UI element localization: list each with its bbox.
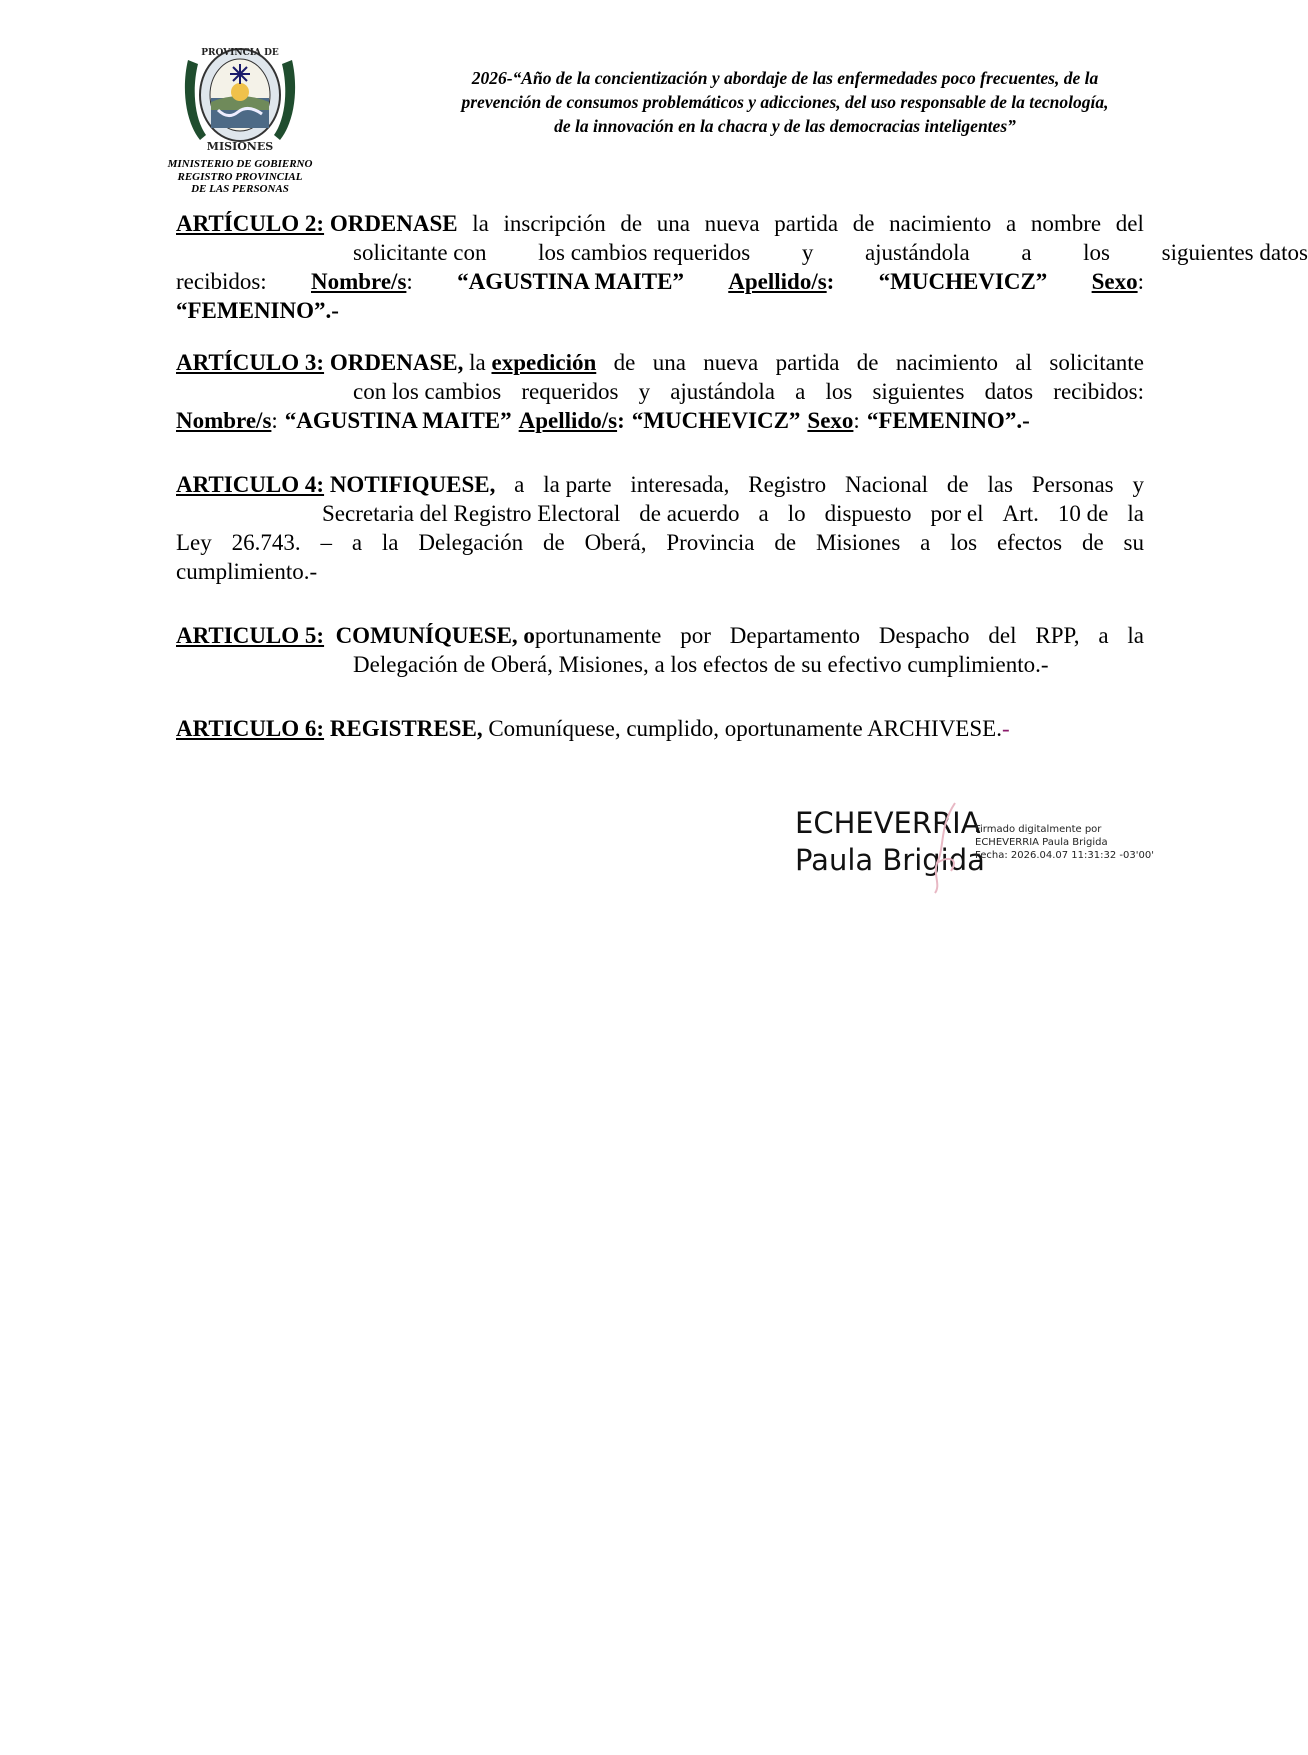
word: Secretaria del Registro Electoral <box>322 501 621 526</box>
article-5 <box>176 621 1144 679</box>
word: y <box>1132 472 1144 497</box>
name-value: “AGUSTINA MAITE” <box>457 269 684 294</box>
word: Provincia <box>666 530 755 555</box>
article-line <box>176 209 1144 238</box>
word: a <box>1005 211 1017 236</box>
article-verb: ORDENASE <box>329 211 458 236</box>
surname-label: Apellido/s <box>518 408 618 433</box>
word: siguientes <box>872 379 965 404</box>
word: cumplimiento.- <box>176 559 318 584</box>
article-verb: ORDENASE, <box>329 350 464 375</box>
closing-dash: - <box>1001 716 1010 741</box>
word: a <box>795 379 806 404</box>
word: partida <box>774 211 839 236</box>
word: de <box>856 350 879 375</box>
article-line <box>176 348 1144 377</box>
word: por el <box>930 501 984 526</box>
article-3 <box>176 348 1144 435</box>
word: Departamento <box>729 623 861 648</box>
article-verb: NOTIFIQUESE, <box>329 472 496 497</box>
word: la <box>472 211 489 236</box>
word: una <box>652 350 686 375</box>
word: recibidos: <box>176 269 267 294</box>
word: a <box>1021 240 1032 265</box>
word: de <box>613 350 636 375</box>
word: los <box>825 379 853 404</box>
word: – <box>320 530 332 555</box>
word: Ley <box>176 530 212 555</box>
word: Personas <box>1031 472 1114 497</box>
article-line <box>176 621 1144 650</box>
sex-value: “FEMENINO”.- <box>176 298 339 323</box>
digital-signature <box>795 805 1175 905</box>
sex-value: “FEMENINO”.- <box>866 408 1030 433</box>
surname-value: “MUCHEVICZ” <box>878 269 1048 294</box>
word: de <box>620 211 643 236</box>
ministry-line: REGISTRO PROVINCIAL <box>177 170 303 183</box>
article-2 <box>176 209 1308 325</box>
word: Despacho <box>878 623 970 648</box>
article-6 <box>176 714 1144 743</box>
article-verb: COMUNÍQUESE, <box>335 623 518 648</box>
word: Nacional <box>845 472 929 497</box>
word: del <box>988 623 1017 648</box>
word: nombre <box>1030 211 1102 236</box>
article-line <box>176 557 1144 586</box>
sex-label: Sexo <box>1091 269 1138 294</box>
word: 26.743. <box>231 530 301 555</box>
word: nueva <box>703 350 759 375</box>
article-label: ARTÍCULO 2: <box>176 211 325 236</box>
article-label: ARTICULO 5: <box>176 623 325 648</box>
word: nacimiento <box>889 211 992 236</box>
word: los <box>950 530 978 555</box>
word: Misiones <box>815 530 901 555</box>
signature-details <box>975 823 1154 862</box>
word: la <box>469 350 486 375</box>
word: portunamente <box>534 623 662 648</box>
word: datos <box>984 379 1034 404</box>
word: nacimiento <box>895 350 999 375</box>
year-motto <box>390 66 1180 138</box>
word: una <box>656 211 690 236</box>
word: de <box>774 530 797 555</box>
word: efectos <box>996 530 1063 555</box>
word: de acuerdo <box>639 501 740 526</box>
word: de <box>946 472 969 497</box>
word: Art. <box>1002 501 1039 526</box>
signature-flourish-icon <box>915 797 975 897</box>
word: RPP, <box>1035 623 1080 648</box>
signature-detail-line: Firmado digitalmente por <box>975 824 1102 835</box>
article-line <box>176 296 1144 325</box>
word: partida <box>775 350 840 375</box>
word: la <box>1127 623 1144 648</box>
word: lo <box>787 501 806 526</box>
word: y <box>801 240 814 265</box>
motto-line: 2026-“Año de la concientización y abordaje de las enfermedades poco frecuentes, de la <box>471 68 1099 88</box>
word: 10 de <box>1057 501 1109 526</box>
word: Registro <box>748 472 827 497</box>
word: Delegación de Oberá, Misiones, a los efectos de su efectivo cumplimiento.- <box>353 652 1049 677</box>
word: interesada, <box>630 472 730 497</box>
article-line <box>176 377 1144 406</box>
emblem-text-bottom: MISIONES <box>206 140 274 153</box>
keyword-expedicion: expedición <box>491 350 597 375</box>
word: requeridos <box>521 379 619 404</box>
article-line: Nombre/s: “AGUSTINA MAITE” Apellido/s: “MUCHEVICZ” Sexo: “FEMENINO”.- <box>176 408 1030 433</box>
name-label: Nombre/s <box>176 408 272 433</box>
word: las <box>987 472 1014 497</box>
article-4 <box>176 470 1144 586</box>
signer-name-line: ECHEVERRIA <box>795 806 981 840</box>
word: de <box>852 211 875 236</box>
emblem-text-top: PROVINCIA DE <box>201 48 279 58</box>
word: ajustándola <box>864 240 970 265</box>
name-value: “AGUSTINA MAITE” <box>284 408 512 433</box>
article-line <box>176 714 1144 743</box>
ministry-line: MINISTERIO DE GOBIERNO <box>167 158 313 170</box>
word: los <box>1083 240 1111 265</box>
word: la <box>381 530 399 555</box>
surname-value: “MUCHEVICZ” <box>631 408 801 433</box>
word: o <box>523 623 535 648</box>
word: con los cambios <box>353 379 502 404</box>
word: a <box>920 530 931 555</box>
word: su <box>1123 530 1144 555</box>
motto-line: prevención de consumos problemáticos y adicciones, del uso responsable de la tecnología, <box>461 92 1109 112</box>
resolution-articles <box>176 209 1308 743</box>
ministry-block <box>150 158 330 196</box>
signature-detail-line: Fecha: 2026.04.07 11:31:32 -03'00' <box>975 850 1154 861</box>
name-label: Nombre/s <box>311 269 407 294</box>
word: nueva <box>704 211 760 236</box>
motto-line: de la innovación en la chacra y de las democracias inteligentes” <box>554 116 1016 136</box>
word: y <box>638 379 651 404</box>
word: la <box>1127 501 1144 526</box>
surname-label: Apellido/s <box>728 269 827 294</box>
word: solicitante con <box>353 240 487 265</box>
word: Oberá, <box>584 530 647 555</box>
signature-detail-line: ECHEVERRIA Paula Brigida <box>975 837 1108 848</box>
signer-name-line: Paula Brigida <box>795 843 985 877</box>
word: la parte <box>543 472 612 497</box>
word: al <box>1015 350 1033 375</box>
article-line <box>176 470 1144 499</box>
word: los cambios requeridos <box>538 240 751 265</box>
word: de <box>1081 530 1104 555</box>
ministry-line: DE LAS PERSONAS <box>191 183 289 195</box>
word: Comuníquese, cumplido, oportunamente ARCHIVESE. <box>488 716 1002 741</box>
word: recibidos: <box>1053 379 1144 404</box>
article-line <box>176 238 1308 267</box>
word: siguientes datos <box>1161 240 1308 265</box>
article-line <box>176 528 1144 557</box>
word: dispuesto <box>824 501 912 526</box>
word: a <box>514 472 525 497</box>
word: inscripción <box>503 211 606 236</box>
word: a <box>1098 623 1109 648</box>
article-line: recibidos: Nombre/s: “AGUSTINA MAITE” Apellido/s: “MUCHEVICZ” Sexo: <box>176 269 1144 294</box>
article-label: ARTICULO 4: <box>176 472 325 497</box>
word: Delegación <box>418 530 524 555</box>
word: por <box>680 623 711 648</box>
word: de <box>542 530 565 555</box>
word: ajustándola <box>670 379 775 404</box>
article-line <box>176 499 1144 528</box>
word: del <box>1115 211 1144 236</box>
word: a <box>351 530 363 555</box>
provincia-misiones-emblem <box>178 40 302 156</box>
word: solicitante <box>1049 350 1144 375</box>
word: a <box>758 501 769 526</box>
article-label: ARTÍCULO 3: <box>176 350 325 375</box>
sex-label: Sexo <box>807 408 854 433</box>
article-label: ARTICULO 6: <box>176 716 325 741</box>
article-verb: REGISTRESE, <box>329 716 483 741</box>
article-line <box>176 650 1144 679</box>
